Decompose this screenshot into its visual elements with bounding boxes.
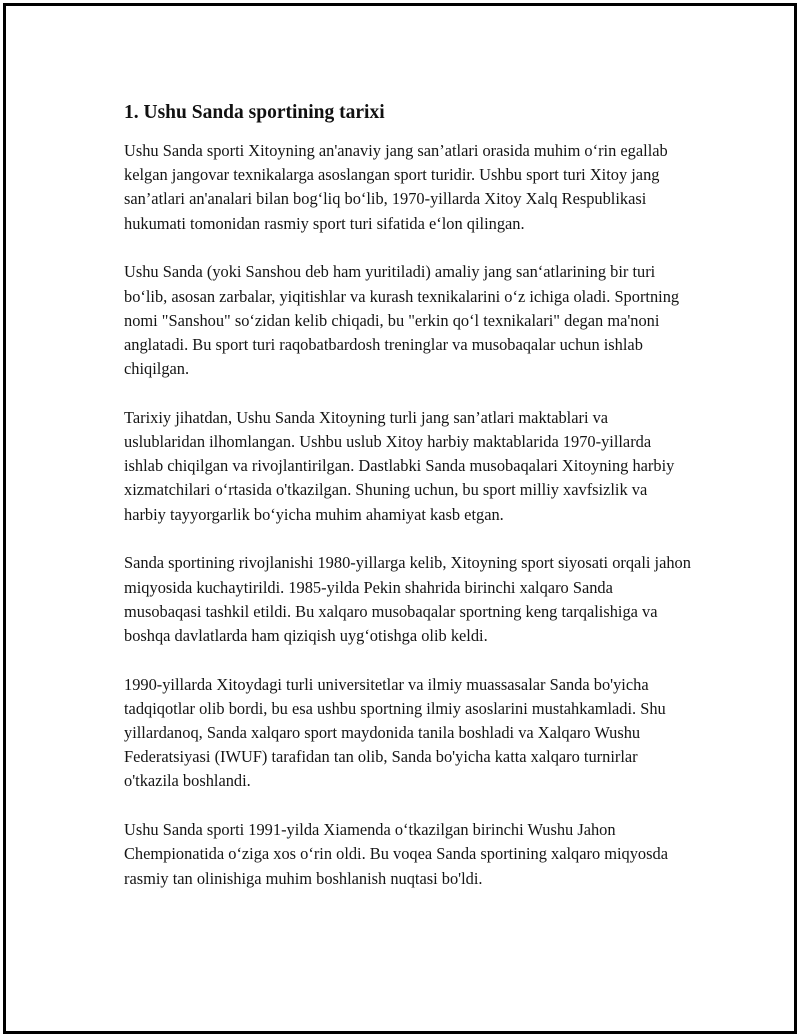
paragraph-6: Ushu Sanda sporti 1991-yilda Xiamenda o‘tkazilgan birinchi Wushu Jahon Chempionatida o‘ziga xos o‘rin oldi. Bu voqea Sanda sportining xalqaro miqyosda rasmiy tan olinishiga muhim boshlanish nuqtasi bo'ldi. [124,820,668,888]
section-title: 1. Ushu Sanda sportining tarixi [124,102,385,123]
paragraph-4: Sanda sportining rivojlanishi 1980-yillarga kelib, Xitoyning sport siyosati orqali jahon miqyosida kuchaytirildi. 1985-yilda Pekin shahrida birinchi xalqaro Sanda musobaqasi tashkil etildi. Bu xalqaro musobaqalar sportning keng tarqalishiga va boshqa davlatlarda ham qiziqish uyg‘otishga olib keldi. [124,553,691,645]
paragraph-3: Tarixiy jihatdan, Ushu Sanda Xitoyning turli jang san’atlari maktablari va uslublaridan ilhomlangan. Ushbu uslub Xitoy harbiy maktablarida 1970-yillarda ishlab chiqilgan va rivojlantirilgan. Dastlabki Sanda musobaqalari Xitoyning harbiy xizmatchilari o‘rtasida o'tkazilgan. Shuning uchun, bu sport milliy xavfsizlik va harbiy tayyorgarlik bo‘yicha muhim ahamiyat kasb etgan. [124,407,675,524]
paragraph-5: 1990-yillarda Xitoydagi turli universitetlar va ilmiy muassasalar Sanda bo'yicha tadqiqotlar olib bordi, bu esa ushbu sportning ilmiy asoslarini mustahkamladi. Shu yillardanoq, Sanda xalqaro sport maydonida tanila boshladi va Xalqaro Wushu Federatsiyasi (IWUF) tarafidan tan olib, Sanda bo'yicha katta xalqaro turnirlar o'tkazila boshlandi. [124,674,666,791]
paragraph-1: Ushu Sanda sporti Xitoyning an'anaviy jang san’atlari orasida muhim o‘rin egallab kelgan jangovar texnikalarga asoslangan sport turidir. Ushbu sport turi Xitoy jang san’atlari an'analari bilan bog‘liq bo‘lib, 1970-yillarda Xitoy Xalq Respublikasi hukumati tomonidan rasmiy sport turi sifatida e‘lon qilingan. [124,141,668,233]
document-body [121,99,691,915]
page-border [3,3,797,1034]
paragraph-2: Ushu Sanda (yoki Sanshou deb ham yuritiladi) amaliy jang san‘atlarining bir turi bo‘lib, asosan zarbalar, yiqitishlar va kurash texnikalarini o‘z ichiga oladi. Sportning nomi "Sanshou" so‘zidan kelib chiqadi, bu "erkin qo‘l texnikalari" degan ma'noni anglatadi. Bu sport turi raqobatbardosh treninglar va musobaqalar uchun ishlab chiqilgan. [124,262,680,379]
